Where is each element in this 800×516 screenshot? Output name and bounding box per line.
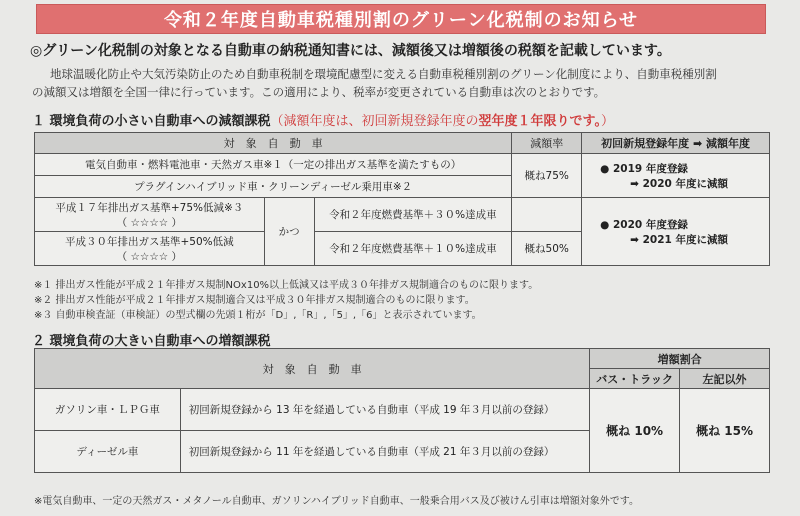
header2-bus: バス・トラック: [590, 369, 680, 389]
row-fuel30: 令和２年度燃費基準＋３０%達成車: [314, 198, 512, 232]
header-target: 対 象 自 動 車: [35, 133, 512, 154]
year-2020-reg: ● 2020 年度登録: [600, 218, 688, 231]
row-phv: プラグインハイブリッド車・クリーンディーゼル乗用車※２: [35, 176, 512, 198]
year-2020-red: ➡ 2020 年度に減額: [630, 177, 728, 190]
row-fuel10: 令和２年度燃費基準＋１０%達成車: [314, 232, 512, 266]
row-h30: [35, 232, 265, 266]
header2-rate: 増額割合: [590, 349, 770, 369]
h17-text: 平成１７年排出ガス基準+75%低減※３: [55, 201, 244, 214]
year-2019: [582, 154, 770, 198]
year-2020: [582, 198, 770, 266]
intro-line-2: の減額又は増額を全国一律に行っています。この適用により、税率が変更されている自動車は次のとおりです。: [32, 85, 606, 99]
year-2019-reg: ● 2019 年度登録: [600, 162, 688, 175]
h17-stars: （ ☆☆☆☆ ）: [116, 216, 182, 229]
section1-note-end: ）: [601, 114, 615, 129]
page-title: 令和２年度自動車税種別割のグリーン化税制のお知らせ: [36, 4, 766, 34]
intro-line-1: 地球温暖化防止や大気汚染防止のため自動車税制を環境配慮型に変える自動車税種別割のグリーン化制度により、自動車税種別割: [50, 67, 717, 81]
row-gasoline-desc: 初回新規登録から 13 年を経過している自動車（平成 19 年３月以前の登録）: [180, 389, 589, 431]
increase-table: [34, 348, 770, 473]
header-rate: 減額率: [512, 133, 582, 154]
rate-other: 概ね 15%: [680, 389, 770, 473]
row-gasoline-type: ガソリン車・ＬＰＧ車: [35, 389, 181, 431]
rate-75: 概ね75%: [512, 154, 582, 198]
header2-target: 対 象 自 動 車: [35, 349, 590, 389]
footnote-3: ※３ 自動車検査証（車検証）の型式欄の先頭１桁が「D」,「R」,「5」,「6」と表示されています。: [34, 310, 482, 321]
row-ev: 電気自動車・燃料電池車・天然ガス車※１（一定の排出ガス基準を満たすもの）: [35, 154, 512, 176]
katsu: かつ: [264, 198, 314, 266]
section1-note: （減額年度は、初回新規登録年度の: [270, 114, 479, 129]
row-diesel-desc: 初回新規登録から 11 年を経過している自動車（平成 21 年３月以前の登録）: [180, 431, 589, 473]
row-h17: [35, 198, 265, 232]
row-diesel-type: ディーゼル車: [35, 431, 181, 473]
rate-50: 概ね50%: [512, 232, 582, 266]
h30-stars: （ ☆☆☆☆ ）: [116, 250, 182, 263]
section1-heading: １ 環境負荷の小さい自動車への減額課税: [32, 114, 271, 129]
footnote-2: ※２ 排出ガス性能が平成２１年排ガス規制適合又は平成３０年排ガス規制適合のものに限ります。: [34, 295, 475, 306]
year-2021-red: ➡ 2021 年度に減額: [630, 233, 728, 246]
h30-text: 平成３０年排出ガス基準+50%低減: [65, 235, 234, 248]
rate-bus: 概ね 10%: [590, 389, 680, 473]
section1-note-strong: 翌年度１年限りです。: [478, 114, 602, 129]
bottom-note: ※電気自動車、一定の天然ガス・メタノール自動車、ガソリンハイブリッド自動車、一般乗合用バス及び被けん引車は増額対象外です。: [34, 496, 639, 507]
header2-other: 左記以外: [680, 369, 770, 389]
rate-75-cont: [512, 198, 582, 232]
section1-title: [32, 110, 614, 129]
reduction-table: [34, 132, 770, 266]
footnote-1: ※１ 排出ガス性能が平成２１年排ガス規制NOx10%以上低減又は平成３０年排ガス規制適合のものに限ります。: [34, 280, 539, 291]
section2-title: ２ 環境負荷の大きい自動車への増額課税: [32, 334, 271, 349]
header-year: 初回新規登録年度 ➡ 減額年度: [582, 133, 770, 154]
headline: ◎グリーン化税制の対象となる自動車の納税通知書には、減額後又は増額後の税額を記載しています。: [30, 43, 671, 59]
